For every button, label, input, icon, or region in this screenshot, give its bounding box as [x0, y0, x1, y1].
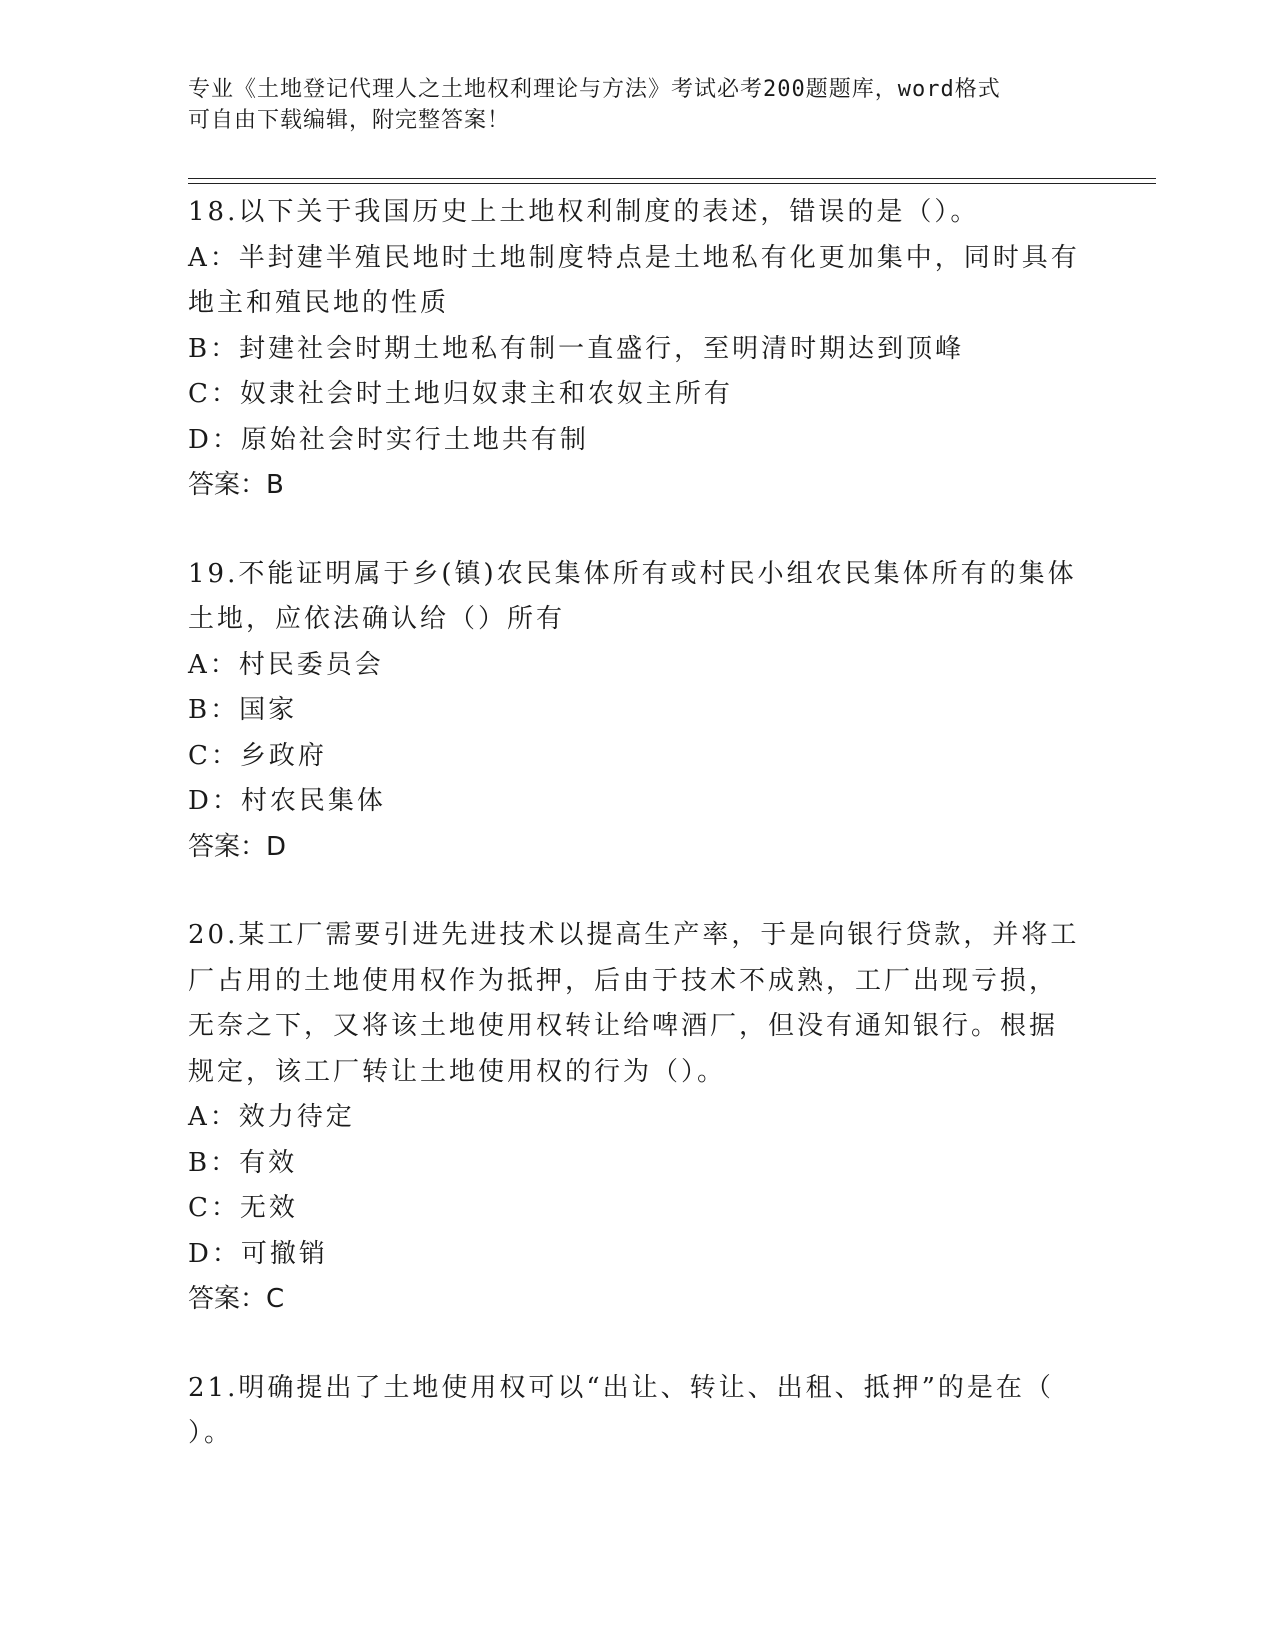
- option-line: D：村农民集体: [188, 786, 386, 816]
- header-line-1: 专业《土地登记代理人之土地权利理论与方法》考试必考200题题库，word格式: [188, 77, 1001, 102]
- answer-line: 答案：D: [188, 831, 287, 862]
- option-line: A：效力待定: [188, 1102, 355, 1132]
- answer-line: 答案：B: [188, 470, 284, 500]
- document-header: [188, 74, 1088, 136]
- option-line: A：半封建半殖民地时土地制度特点是土地私有化更加集中，同时具有: [188, 242, 1080, 273]
- option-line: A：村民委员会: [188, 649, 384, 680]
- option-line: C：无效: [188, 1193, 298, 1223]
- question-stem-line: 厂占用的土地使用权作为抵押，后由于技术不成熟，工厂出现亏损，: [188, 965, 1059, 996]
- question-list: [188, 190, 1108, 1500]
- option-line: C：奴隶社会时土地归奴隶主和农奴主所有: [188, 379, 733, 409]
- question-stem-line: ）。: [188, 1418, 234, 1448]
- question-stem-line: 无奈之下，又将该土地使用权转让给啤酒厂，但没有通知银行。根据: [188, 1011, 1059, 1041]
- question-stem-line: 规定，该工厂转让土地使用权的行为（）。: [188, 1056, 727, 1087]
- option-line: B：有效: [188, 1147, 298, 1178]
- question-stem-line: 21.明确提出了土地使用权可以“出让、转让、出租、抵押”的是在（: [188, 1372, 1054, 1403]
- option-line: D：原始社会时实行土地共有制: [188, 424, 589, 455]
- question-stem-line: 土地，应依法确认给（）所有: [188, 604, 566, 634]
- answer-line: 答案：C: [188, 1284, 285, 1314]
- header-divider-top: [188, 178, 1156, 179]
- question-stem-line: 20.某工厂需要引进先进技术以提高生产率，于是向银行贷款，并将工: [188, 920, 1080, 950]
- option-line: C：乡政府: [188, 740, 327, 771]
- question-block: [188, 552, 1108, 871]
- option-line: 地主和殖民地的性质: [188, 288, 450, 318]
- option-line: D：可撤销: [188, 1238, 328, 1269]
- question-block: [188, 913, 1108, 1323]
- question-block: [188, 1366, 1108, 1457]
- header-line-2: 可自由下载编辑，附完整答案！: [188, 108, 511, 133]
- question-block: [188, 190, 1108, 509]
- option-line: B：封建社会时期土地私有制一直盛行，至明清时期达到顶峰: [188, 333, 965, 364]
- question-stem-line: 18.以下关于我国历史上土地权利制度的表述，错误的是（）。: [188, 197, 980, 227]
- option-line: B：国家: [188, 695, 298, 725]
- question-stem-line: 19.不能证明属于乡(镇)农民集体所有或村民小组农民集体所有的集体: [188, 558, 1077, 589]
- header-divider-bottom: [188, 183, 1156, 184]
